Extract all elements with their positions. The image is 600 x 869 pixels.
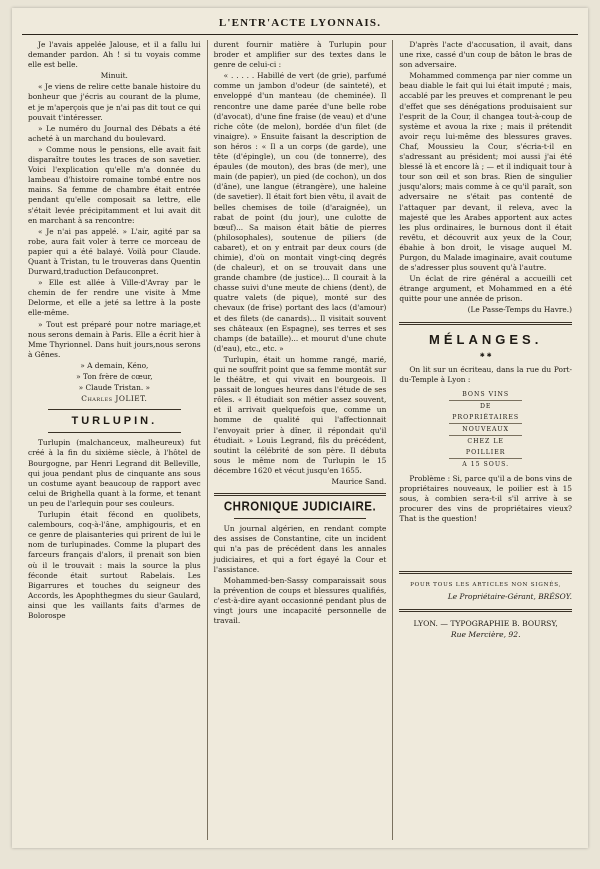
- paragraph: Turlupin était fécond en quolibets, calembours, coq-à-l'âne, amphigouris, et en ce genre de plaisanteries qui prirent de lui le nom de turlupinades. Comme la plupart des farceurs français d'alors, il prenait son bien où il le trouvait : mais la source la plus féconde était surtout Rabelais. Les Bigarrures et touches du seigneur des Accords, les Apophthegmes du sieur Gaulard, ainsi que les vaillants faits d'armes de Bolorospe: [28, 510, 201, 620]
- paragraph: » Claude Tristan. »: [78, 383, 151, 393]
- masthead: [22, 8, 578, 35]
- divider: [399, 609, 572, 612]
- masthead-title: L'ENTR'ACTE LYONNAIS.: [218, 17, 382, 29]
- paragraph: « Je viens de relire cette banale histoire du bonheur que j'écris au courant de la plume, et je m'aperçois que je n'ai pas dit tout ce qui pouvait t'intéresser.: [28, 82, 201, 122]
- column-1: [22, 40, 207, 840]
- divider: [48, 432, 181, 433]
- signature: Maurice Sand.: [331, 477, 387, 487]
- divider: [399, 571, 572, 574]
- divider: [214, 493, 387, 496]
- paragraph: Je l'avais appelée Jalouse, et il a fallu lui demander pardon. Ah ! si tu voyais comme elle est belle.: [28, 40, 201, 70]
- newspaper-page: [12, 8, 588, 848]
- sign-line: BONS VINS: [449, 389, 522, 401]
- imprint: LYON. — TYPOGRAPHIE B. BOURSY,: [413, 618, 558, 628]
- paragraph: » Tout est préparé pour notre mariage,et nous serons demain à Paris. Elle a écrit hier à Mme Thyrionnel. Dans huit jours,nous serons à Gênes.: [28, 319, 201, 359]
- paragraph: D'après l'acte d'accusation, il avait, dans une rixe, cassé d'un coup de bâton le bras de son adversaire.: [399, 40, 573, 70]
- imprint-address: Rue Mercière, 92.: [450, 629, 521, 639]
- paragraph: » Elle est allée à Ville-d'Avray par le chemin de fer rendre une visite à Mme Delorme, et elle a jeté sa lettre à la poste elle-même.: [28, 278, 201, 318]
- paragraph: « Je n'ai pas appelé. » L'air, agité par sa robe, aura fait voler à terre ce morceau de papier qui a été balayé. Voilà pour Claude. Quant à Tristan, tu le trouveras dans Quentin Durward,traduction Defauconpret.: [28, 226, 201, 277]
- divider: [48, 409, 181, 410]
- divider: [399, 322, 572, 325]
- sign-text: [449, 389, 522, 470]
- paragraph: On lit sur un écriteau, dans la rue du Port-du-Temple à Lyon :: [399, 364, 573, 384]
- sign-line: DE PROPRIÉTAIRES: [449, 401, 522, 424]
- paragraph: Turlupin, était un homme rangé, marié, qui ne souffrit point que sa femme montât sur le théâtre, et qui vivait en bourgeois. Il passait de longues heures dans l'étude de ses rôles. « Il étudiait son métier assez souvent, et il arrivait quelquefois que, comme un homme de qualité qui l'affectionnait l'envoyait prier à dîner, il répondait qu'il étudiait. » Louis Legrand, fils du précédent, soutint la célébrité de son père. Il débuta sous le même nom de Turlupin le 15 décembre 1620 et vécut jusqu'en 1655.: [213, 354, 387, 475]
- paragraph: Mohammed-ben-Sassy comparaissait sous la prévention de coups et blessures qualifiés, c'est-à-dire ayant occasionné pendant plus de vingt jours une incapacité personnelle de travail.: [213, 575, 387, 626]
- paragraph: durent fournir matière à Turlupin pour broder et amplifier sur des textes dans le genre de celui-ci :: [213, 40, 387, 70]
- paragraph: Un journal algérien, en rendant compte des assises de Constantine, cite un incident qui n'a pas de précédent dans les annales judiciaires, et qui a fort égayé la Cour et l'assistance.: [213, 524, 387, 574]
- paragraph: Problème : Si, parce qu'il a de bons vins de propriétaires nouveaux, le poilier est à 15 sous, à combien sera-t-il s'il arrive à se procurer des vins de propriétaires vieux? That is the question!: [399, 473, 573, 524]
- paragraph: Mohammed commença par nier comme un beau diable le fait qui lui était imputé ; mais, accablé par les preuves et comprenant le peu d'effet que ses dénégations produisaient sur l'esprit de la Cour, il changea tout-à-coup de système et avoua la rixe ; mais il prétendit avoir reçu lui-même des blessures graves. Chaf, Moussieu la Cour, s'écria-t-il en s'adressant au président; moi aussi j'ai été blessé là et encore là ; — et il indiquait tour à tour son œil et son bras. Rien de singulier jusqu'alors; mais comme à ce qu'il paraît, son adversaire ne s'était pas contenté de l'attaquer par devant, il releva, avec la majesté que les Arabes apportent aux actes les plus ordinaires, le burnous dont il était revêtu, et découvrit aux yeux de la Cour, ébahie à bon droit, le visage auquel M. Purgon, du Malade imaginaire, avait coutume de s'adresser plus souvent qu'à l'autre.: [399, 71, 573, 273]
- columns: [22, 40, 578, 840]
- signature: Charles JOLIET.: [81, 394, 148, 404]
- section-title: TURLUPIN.: [71, 415, 158, 428]
- divider: [234, 518, 367, 519]
- sign-line: NOUVEAUX: [449, 424, 522, 436]
- source-credit: (Le Passe-Temps du Havre.): [467, 305, 573, 315]
- sign-line: A 15 SOUS.: [462, 460, 510, 468]
- column-3: [392, 40, 578, 840]
- paragraph: Minuit.: [100, 71, 128, 81]
- ornament-icon: ✱ ✱: [479, 351, 492, 359]
- section-title: MÉLANGES.: [429, 331, 543, 347]
- sign-line: CHEZ LE POILLIER: [449, 436, 522, 459]
- paragraph: Turlupin (malchanceux, malheureux) fut créé à la fin du sixième siècle, à l'hôtel de Bourgogne, par Henri Legrand dit Belleville, qui joua pendant plus de cinquante ans sous un costume ayant beaucoup de rapport avec celui de Brighella quant à la forme, et tenant un peu de l'arlequin pour ses couleurs.: [28, 438, 201, 508]
- footer-note: POUR TOUS LES ARTICLES NON SIGNÉS,: [410, 582, 562, 589]
- paragraph: « . . . . . Habillé de vert (de grie), parfumé comme un jambon d'odeur (de sainteté), et enveloppé d'un manteau (de cheminée). Il rencontre une dame parée d'une belle robe (d'avocat), d'une fine fraise (de veau) et d'une riche côte (de melon), bordée d'un filet (de vinaigre). » Ensuite faisant la description de son héros : « Il a un corps (de garde), une tête (d'épingle), un cou (de tonnerre), des épaules (de mouton), des bras (de mer), une main (de papier), un pied (de cochon), un dos (d'âne), une langue (étrangère), une haleine (de savetier). Il était fort bien vêtu, il avait de belles chemises de toile (d'araignée), un rabat de point (du jour), une culotte de bœuf)... Sa maison était bâtie de pierres (philosophales), soutenue de piliers (de cabaret), et on y entrait par deux cours (de chimie), d'où on montait vingt-cinq degrés (de chaleur), et on se trouvait dans une grande chambre (de justice)... Il courait à la chasse suivi d'une meute de chiens (dent), de quatre valets (de pique), monté sur des chevaux (de frise) portant des lacs (d'amour) et des filets (de canards)... Il visitait souvent ses châteaux (en Espagne), ses terres et ses champs (de bataille)... et mourut d'une chute (d'eau), etc., etc. »: [213, 71, 387, 353]
- column-2: [207, 40, 393, 840]
- section-title: CHRONIQUE JUDICIAIRE.: [223, 500, 377, 515]
- paragraph: » Comme nous le pensions, elle avait fait disparaître toutes les traces de son savetier. Voici l'explication qu'elle m'a donnée du lambeau d'histoire romaine tombé entre nos mains. Sa femme de chambre était entrée pendant qu'elle composait sa lettre, elle s'était levée précipitamment et lui avait dit en marchant à sa rencontre:: [28, 144, 201, 225]
- paragraph: » A demain, Kéno,: [80, 360, 149, 370]
- paragraph: Un éclat de rire général a accueilli cet étrange argument, et Mohammed en a été quitte pour une année de prison.: [399, 274, 573, 304]
- paragraph: » Le numéro du Journal des Débats a été acheté à un marchand du boulevard.: [28, 123, 201, 143]
- gerant-line: Le Propriétaire-Gérant, BRÉSOY.: [447, 592, 573, 602]
- paragraph: » Ton frère de cœur,: [76, 372, 153, 381]
